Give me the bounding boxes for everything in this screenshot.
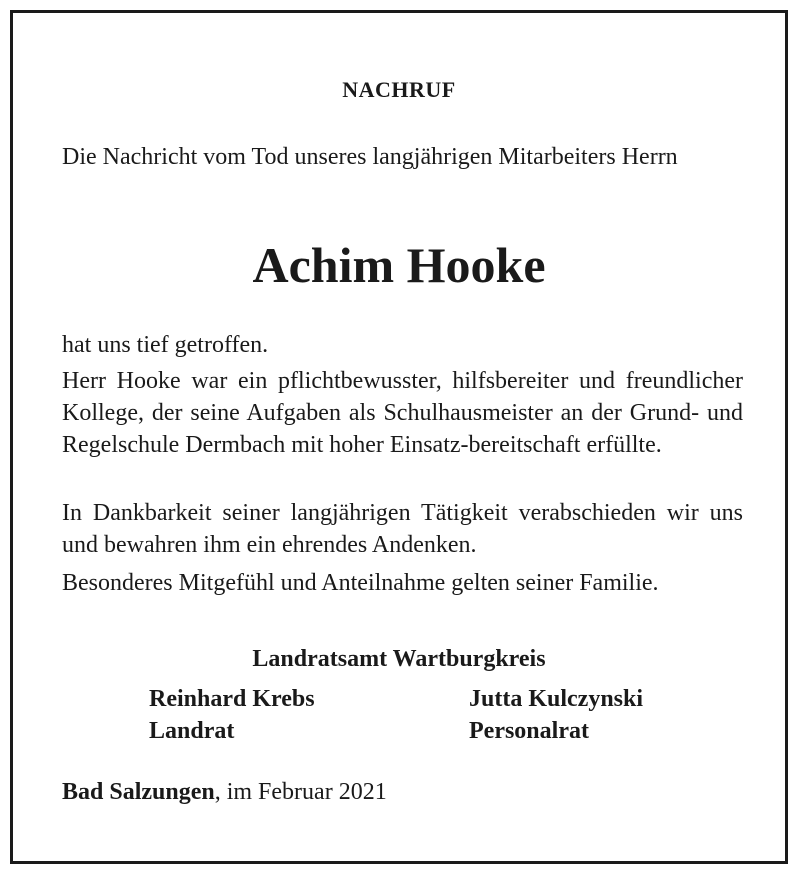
gratitude-text: In Dankbarkeit seiner langjährigen Tätigkeit verabschieden wir uns und bewahren ihm ein ehrendes Andenken. [62, 500, 743, 558]
place: Bad Salzungen [62, 779, 215, 805]
affected-text: hat uns tief getroffen. [62, 332, 269, 358]
signatory-role: Landrat [149, 718, 235, 744]
signatory-right [469, 683, 643, 747]
date: , im Februar 2021 [214, 779, 387, 805]
tribute-text: Herr Hooke war ein pflichtbewusster, hilfsbereiter und freundlicher Kollege, der seine Aufgaben als Schulhausmeister an der Grund- und Regelschule Dermbach mit hoher Einsatz-bereitschaft erfüllte. [62, 368, 743, 458]
intro-text: Die Nachricht vom Tod unseres langjährigen Mitarbeiters Herrn [62, 144, 678, 170]
place-date [62, 779, 387, 806]
signatory-role: Personalrat [469, 718, 589, 744]
notice-heading: NACHRUF [342, 77, 456, 102]
sympathy-text: Besonderes Mitgefühl und Anteilnahme gelten seiner Familie. [62, 570, 659, 596]
signatory-name: Jutta Kulczynski [469, 686, 644, 712]
deceased-name: Achim Hooke [252, 237, 546, 293]
signatory-left [149, 683, 315, 747]
obituary-frame [10, 10, 788, 864]
organization-name: Landratsamt Wartburgkreis [252, 646, 546, 672]
signatory-name: Reinhard Krebs [149, 686, 315, 712]
